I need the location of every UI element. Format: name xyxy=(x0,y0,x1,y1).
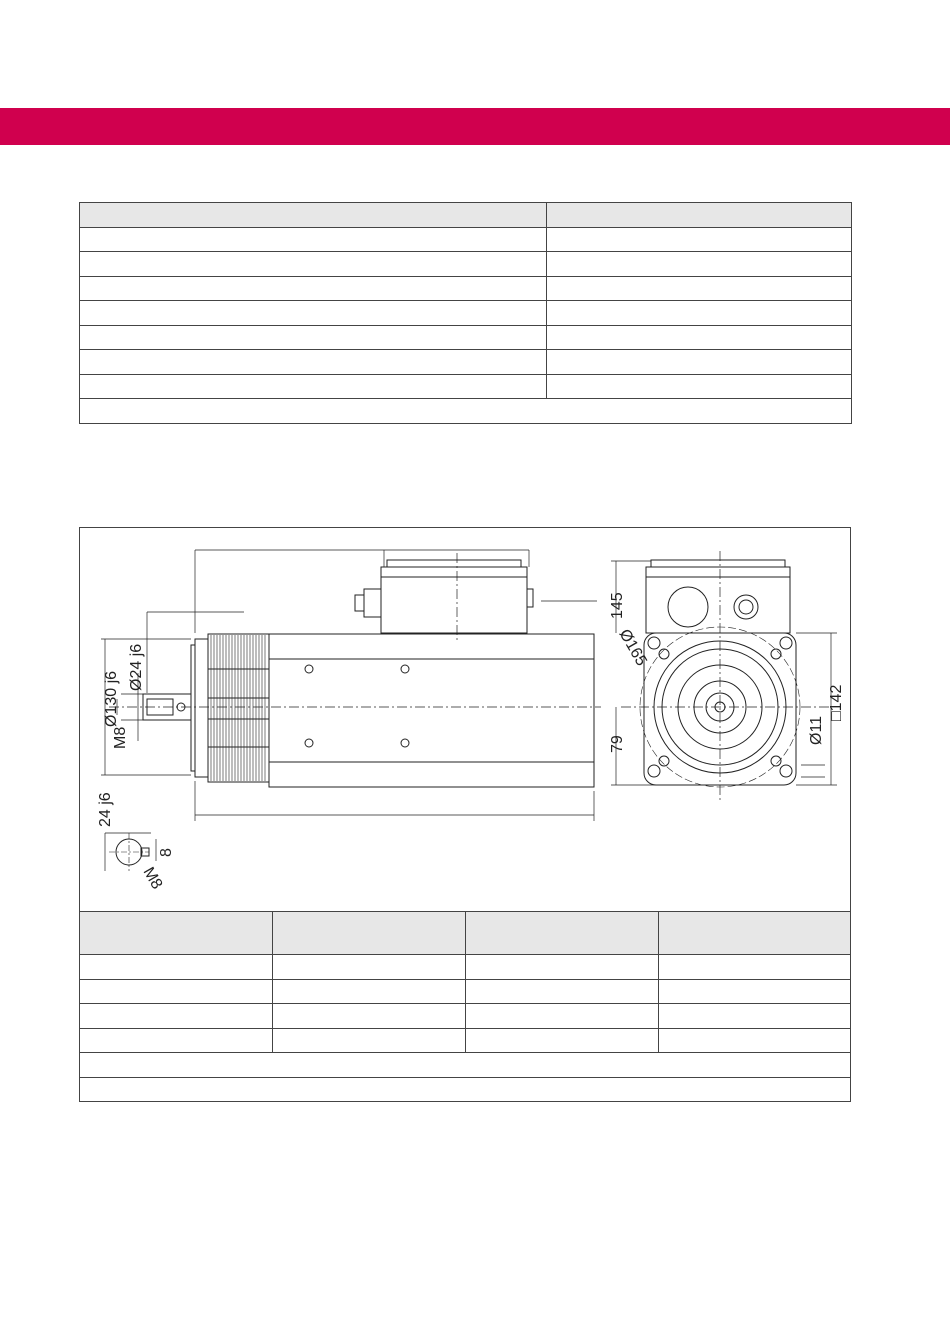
table-cell xyxy=(80,252,547,277)
table-row xyxy=(80,979,851,1004)
round-connector xyxy=(734,595,758,619)
table-cell xyxy=(659,979,851,1004)
table-cell xyxy=(80,1077,851,1102)
table-cell xyxy=(80,1053,851,1078)
connector-plug xyxy=(364,589,381,617)
table-cell xyxy=(466,979,659,1004)
dim-flange-fit: Ø130 j6 xyxy=(103,670,120,727)
table-cell xyxy=(547,350,852,375)
table-row xyxy=(80,276,852,301)
table-cell xyxy=(273,979,466,1004)
table-cell xyxy=(547,301,852,326)
dimensions-table xyxy=(79,911,851,1102)
motor-drawing xyxy=(80,528,850,912)
table-row xyxy=(80,301,852,326)
cable-gland xyxy=(668,587,708,627)
table-cell xyxy=(80,350,547,375)
table-footer-row xyxy=(80,399,852,424)
table-header-cell xyxy=(659,912,851,955)
table-cell xyxy=(80,301,547,326)
table-cell xyxy=(273,1028,466,1053)
table-cell xyxy=(547,374,852,399)
table-cell xyxy=(659,955,851,980)
table-cell xyxy=(80,399,852,424)
table-row xyxy=(80,227,852,252)
table-cell xyxy=(80,203,547,228)
table-note-row xyxy=(80,1077,851,1102)
table-cell xyxy=(80,1028,273,1053)
front-view xyxy=(541,551,837,801)
table-cell xyxy=(547,325,852,350)
dim-key-width: 8 xyxy=(158,848,175,857)
table-cell xyxy=(547,227,852,252)
dim-height-box: 145 xyxy=(609,592,626,619)
dim-shaft-fit: Ø24 j6 xyxy=(128,643,145,691)
table-cell xyxy=(273,1004,466,1029)
table-row xyxy=(80,325,852,350)
table-row xyxy=(80,1004,851,1029)
table-cell xyxy=(80,227,547,252)
table-row xyxy=(80,1028,851,1053)
side-view xyxy=(101,550,601,821)
table-cell xyxy=(659,1028,851,1053)
table-cell xyxy=(80,979,273,1004)
table-cell xyxy=(80,276,547,301)
table-cell xyxy=(466,1004,659,1029)
dim-bolt-hole: Ø11 xyxy=(808,715,825,745)
table-cell xyxy=(659,1004,851,1029)
table-cell xyxy=(80,1004,273,1029)
table-cell xyxy=(466,1028,659,1053)
table-cell xyxy=(547,276,852,301)
dim-pcd: Ø165 xyxy=(615,626,650,669)
table-row xyxy=(80,350,852,375)
table-header-cell xyxy=(273,912,466,955)
dim-thread: M8 xyxy=(112,726,129,749)
table-header-row xyxy=(80,912,851,955)
table-cell xyxy=(547,252,852,277)
header-banner xyxy=(0,108,950,145)
spec-table xyxy=(79,202,852,424)
table-cell xyxy=(80,325,547,350)
table-row xyxy=(80,374,852,399)
drawing-frame xyxy=(79,527,851,912)
table-cell xyxy=(80,955,273,980)
dim-square: □142 xyxy=(828,684,845,721)
flange xyxy=(195,639,208,777)
table-header-cell xyxy=(80,912,273,955)
table-note-row xyxy=(80,1053,851,1078)
table-cell xyxy=(80,374,547,399)
dim-section-thread: M8 xyxy=(139,864,166,893)
body-screws xyxy=(305,665,409,747)
table-cell xyxy=(466,955,659,980)
dim-center-height: 79 xyxy=(609,735,626,753)
table-header-cell xyxy=(466,912,659,955)
table-header-row xyxy=(80,203,852,228)
dim-section-fit: 24 j6 xyxy=(97,792,114,827)
table-row xyxy=(80,955,851,980)
shaft-section xyxy=(105,833,156,871)
table-cell xyxy=(547,203,852,228)
motor-body xyxy=(269,634,594,787)
table-row xyxy=(80,252,852,277)
table-cell xyxy=(273,955,466,980)
